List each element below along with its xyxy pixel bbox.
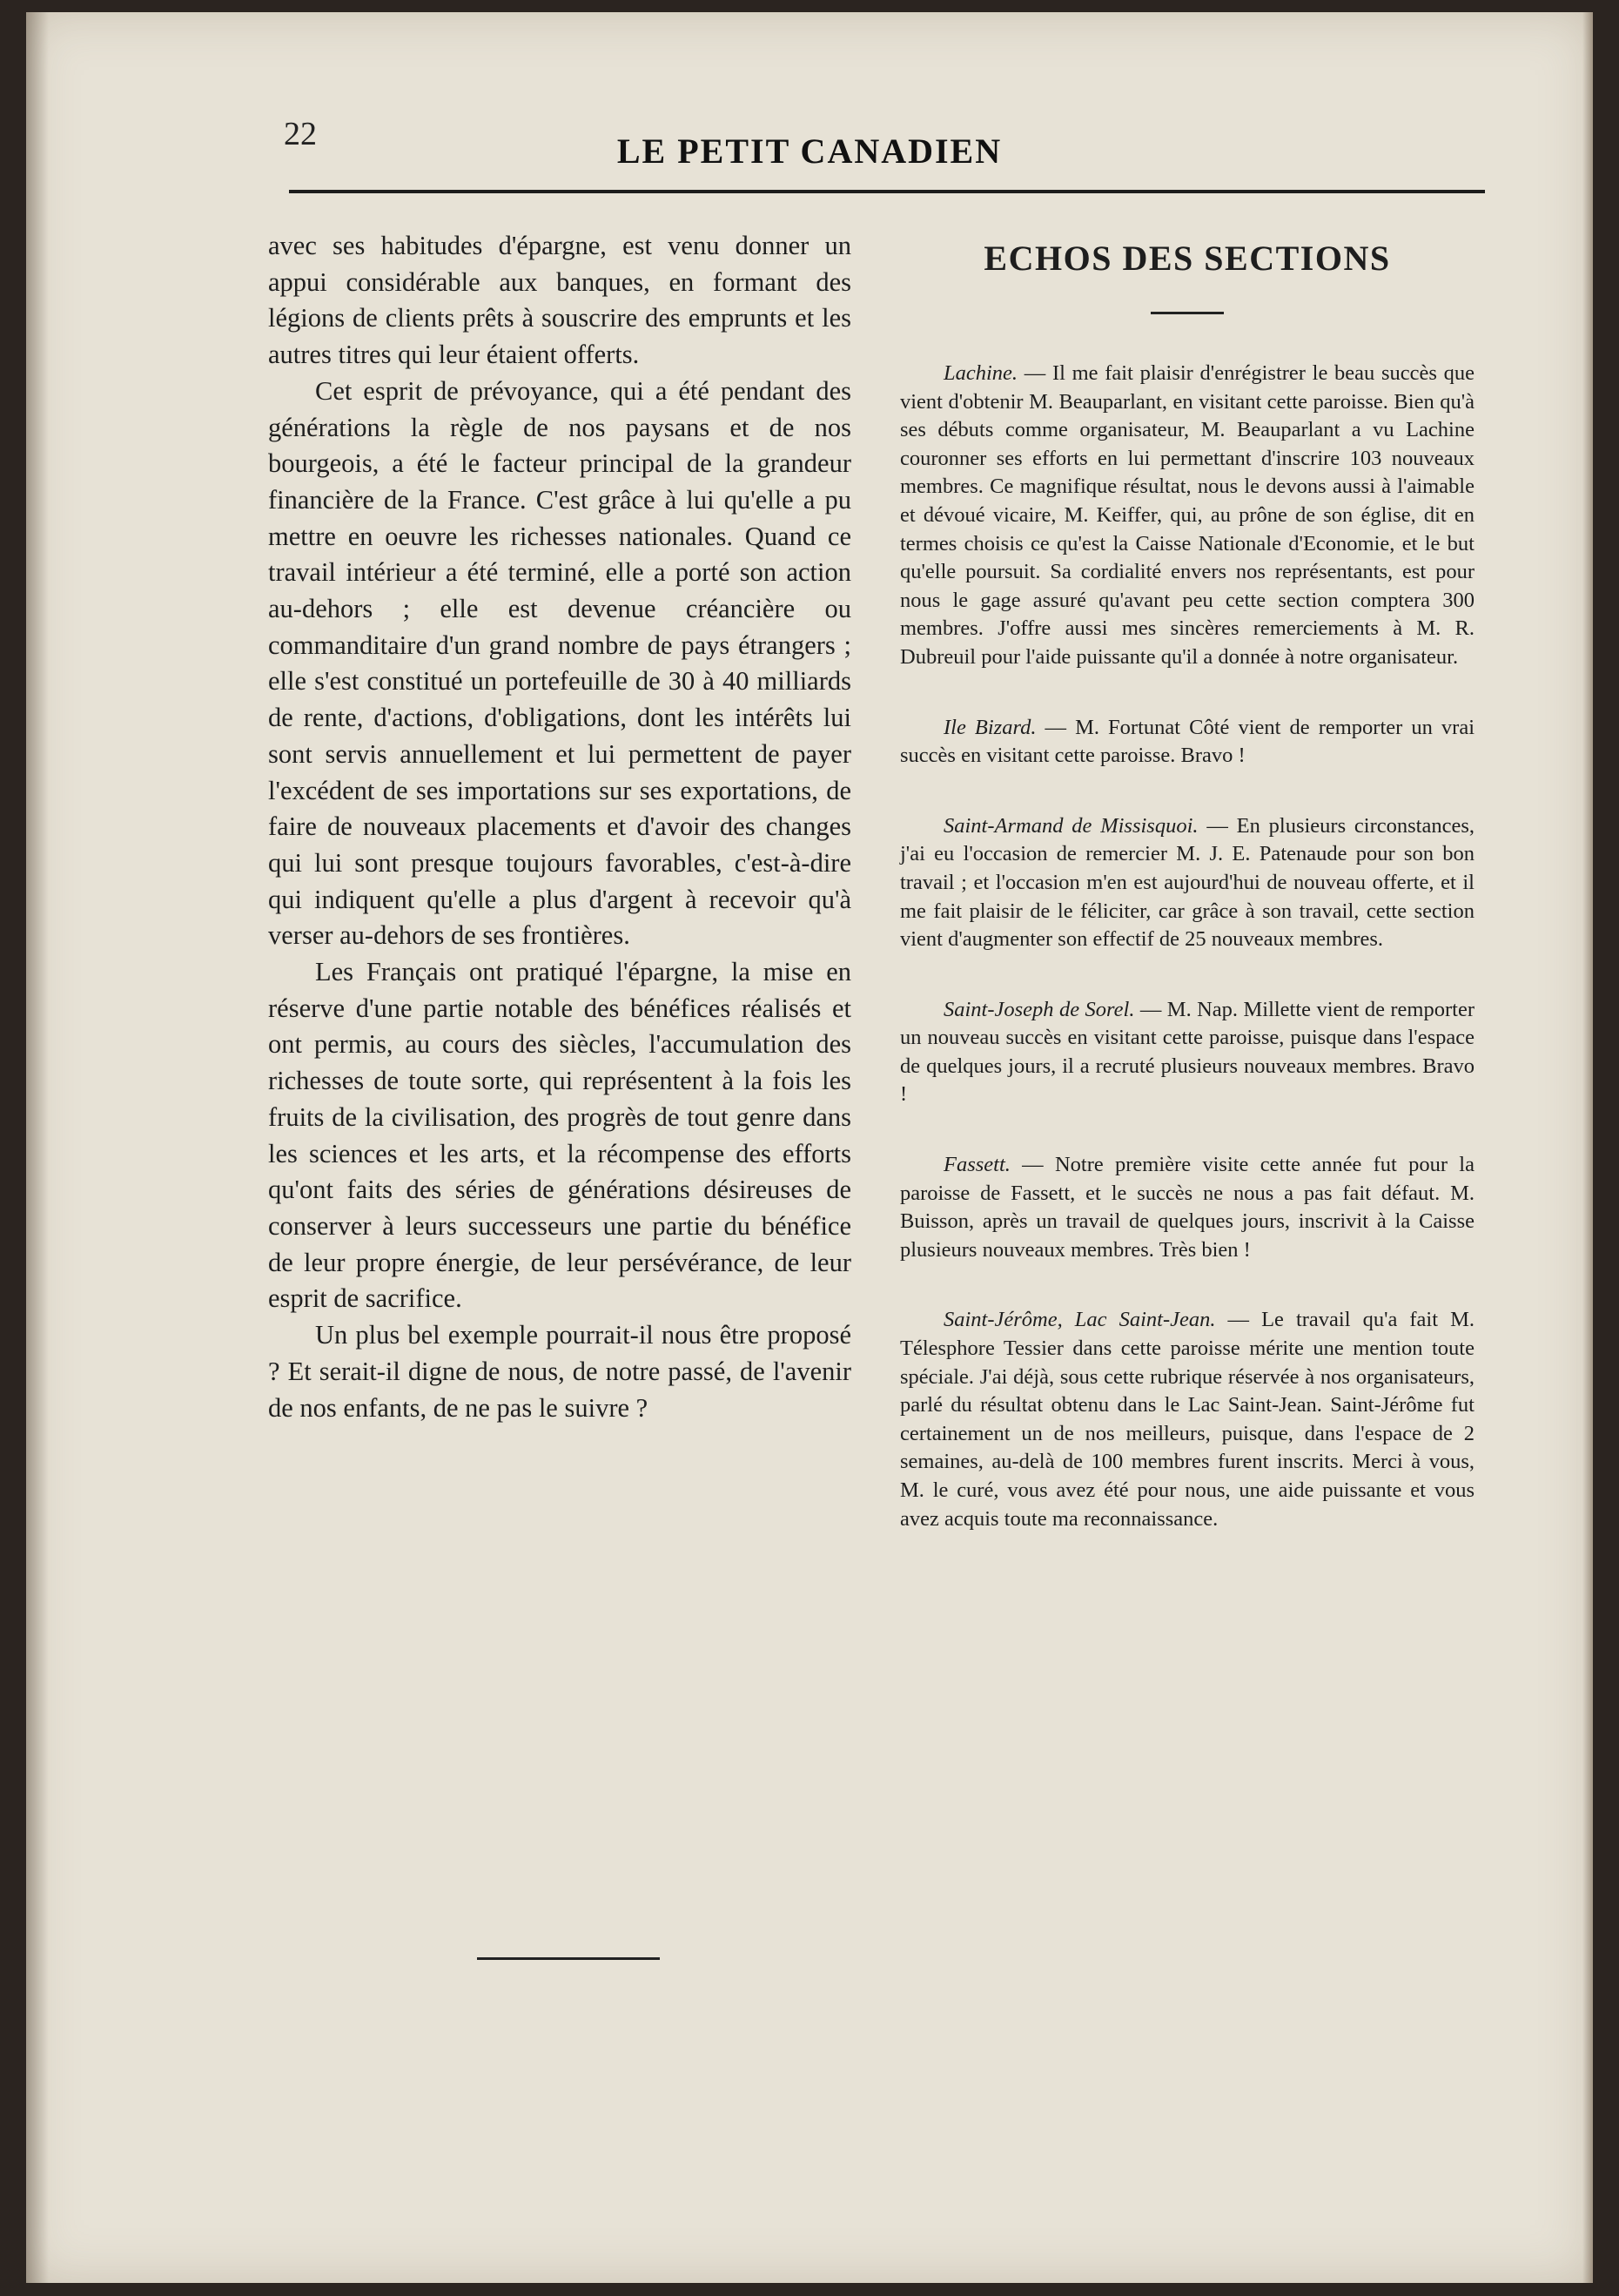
echo-item <box>900 1306 1475 1533</box>
echo-item <box>900 714 1475 771</box>
right-column <box>900 237 1475 1575</box>
echo-text: — Notre première visite cette année fut pour la paroisse de Fassett, et le succès ne nous a pas fait défaut. M. Buisson, après un travail de quelques jours, inscrivit à la Caisse plusieurs nouveaux membres. Très bien ! <box>900 1153 1475 1262</box>
spine-shadow <box>26 12 49 2283</box>
echo-text: — M. Fortunat Côté vient de remporter un vrai succès en visitant cette paroisse. Bravo ! <box>900 715 1475 768</box>
running-title: LE PETIT CANADIEN <box>616 131 1003 171</box>
end-rule <box>477 1957 660 1960</box>
page-edge <box>1582 12 1593 2283</box>
echo-text: — M. Nap. Millette vient de remporter un nouveau succès en visitant cette paroisse, puisque dans l'espace de quelques jours, il a recruté plusieurs nouveaux membres. Bravo ! <box>900 997 1475 1107</box>
left-column <box>268 228 851 1426</box>
page-number: 22 <box>284 116 317 152</box>
paragraph: Cet esprit de prévoyance, qui a été pendant des générations la règle de nos paysans et de nos bourgeois, a été le facteur principal de la grandeur financière de la France. C'est grâce à lui qu'elle a pu mettre en oeuvre les richesses nationales. Quand ce travail intérieur a été terminé, elle a porté son action au-dehors ; elle est devenue créancière ou commanditaire d'un grand nombre de pays étrangers ; elle s'est constitué un portefeuille de 30 à 40 milliards de rente, d'actions, d'obligations, dont les intérêts lui sont servis annuellement et lui permettent de payer l'excédent de ses importations sur ses exportations, de faire de nouveaux placements et d'avoir des changes qui lui sont presque toujours favorables, c'est-à-dire qui indiquent qu'elle a plus d'argent à recevoir qu'à verser au-dehors de ses frontières. <box>268 375 851 951</box>
echo-text: — Le travail qu'a fait M. Télesphore Tessier dans cette paroisse mérite une mention toute spéciale. J'ai déjà, sous cette rubrique réservée à nos organisateurs, parlé du résultat obtenu dans le Lac Saint-Jean. Saint-Jérôme fut certainement un de nos meilleurs, puisque, dans l'espace de 2 semaines, au-delà de 100 membres furent inscrits. Merci à vous, M. le curé, vous avez été pour nous, une aide puissante et vous avez acquis toute ma reconnaissance. <box>900 1308 1475 1531</box>
echo-place: Saint-Jérôme, Lac Saint-Jean. <box>944 1308 1216 1332</box>
paragraph: avec ses habitudes d'épargne, est venu donner un appui considérable aux banques, en formant des légions de clients prêts à souscrire des emprunts et les autres titres qui leur étaient offerts. <box>268 231 851 370</box>
echo-text: — En plusieurs circonstances, j'ai eu l'occasion de remercier M. J. E. Patenaude pour son bon travail ; et l'occasion m'en est aujourd'hui de nouveau offerte, et il me fait plaisir de le féliciter, car grâce à son travail, cette section vient d'augmenter son effectif de 25 nouveaux membres. <box>900 813 1475 952</box>
title-rule <box>1151 312 1224 314</box>
echo-place: Lachine. <box>944 361 1018 385</box>
echo-place: Saint-Armand de Missisquoi. <box>944 813 1199 838</box>
echo-place: Fassett. <box>944 1153 1011 1177</box>
echo-item <box>900 1151 1475 1264</box>
echo-item <box>900 996 1475 1109</box>
echo-item <box>900 360 1475 672</box>
paragraph: Les Français ont pratiqué l'épargne, la mise en réserve d'une partie notable des bénéfices réalisés et ont permis, au cours des siècles, l'accumulation des richesses de toute sorte, qui représentent à la fois les fruits de la civilisation, des progrès de tout genre dans les sciences et les arts, et la récompense des efforts qu'ont faits des séries de générations désireuses de conserver à leurs successeurs une partie du bénéfice de leur propre énergie, de leur persévérance, de leur esprit de sacrifice. <box>268 957 851 1314</box>
magazine-page <box>26 12 1593 2283</box>
echo-text: — Il me fait plaisir d'enrégistrer le beau succès que vient d'obtenir M. Beauparlant, en visitant cette paroisse. Bien qu'à ses débuts comme organisateur, M. Beauparlant a vu Lachine couronner ses efforts en lui permettant d'inscrire 103 nouveaux membres. Ce magnifique résultat, nous le devons aussi à l'aimable et dévoué vicaire, M. Keiffer, qui, au prône de son église, dit en termes choisis ce qu'est la Caisse Nationale d'Economie, et le but qu'elle poursuit. Sa cordialité envers nos représentants, est pour nous le gage assuré qu'avant peu cette section comptera 300 membres. J'offre aussi mes sincères remerciements à M. R. Dubreuil pour l'aide puissante qu'il a donnée à notre organisateur. <box>900 361 1475 669</box>
header-rule <box>289 190 1485 193</box>
echo-place: Ile Bizard. <box>944 715 1037 739</box>
paragraph: Un plus bel exemple pourrait-il nous être proposé ? Et serait-il digne de nous, de notre passé, de l'avenir de nos enfants, de ne pas le suivre ? <box>268 1320 851 1423</box>
echo-item <box>900 812 1475 954</box>
section-title: ECHOS DES SECTIONS <box>984 239 1391 278</box>
echo-place: Saint-Joseph de Sorel. <box>944 997 1135 1021</box>
